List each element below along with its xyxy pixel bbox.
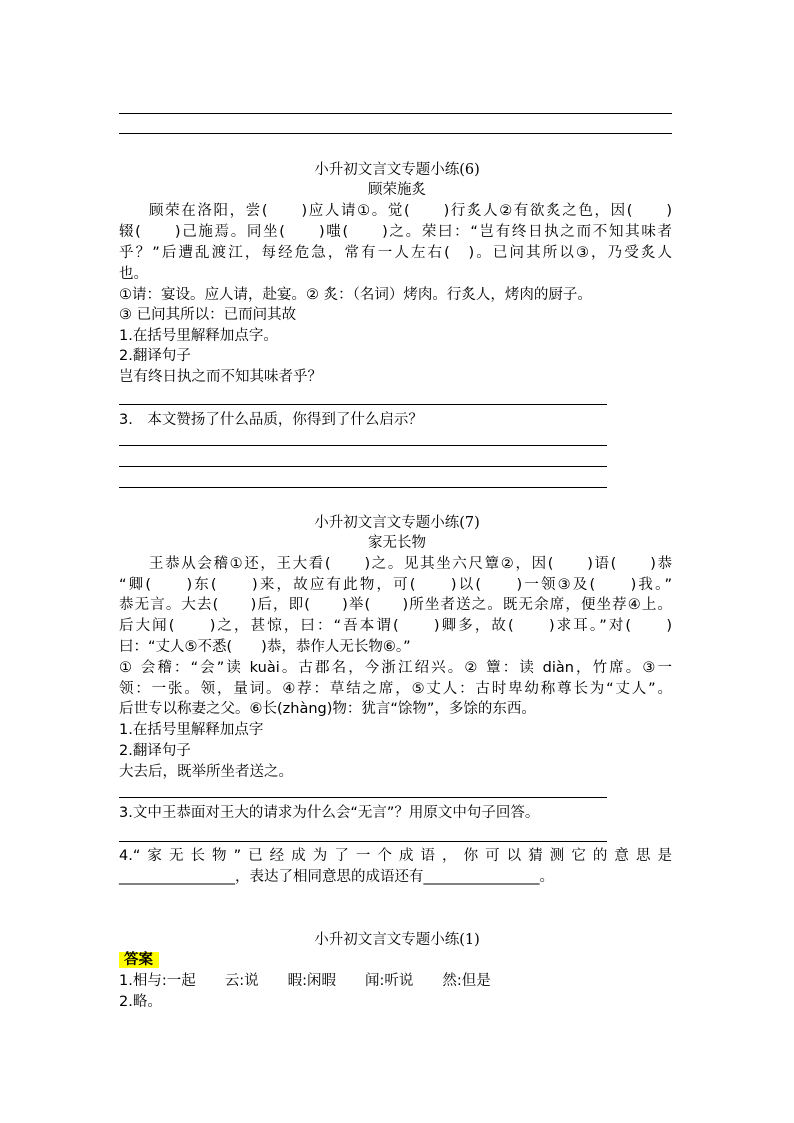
answer-line[interactable] [119,445,607,446]
question-sentence: 大去后，既举所坐者送之。 [119,764,293,780]
question: 2.翻译句子 [119,743,191,759]
answer-line[interactable] [119,797,607,798]
passage-line: 顾荣在洛阳，尝( )应人请①。觉( )行炙人②有欲炙之色，因( ) [149,203,672,219]
question: 2.翻译句子 [119,348,191,364]
answer-line-text: 1.相与:一起 云:说 暇:闲暇 闻:听说 然:但是 [119,973,491,989]
answer-line [119,133,672,134]
question: 1.在括号里解释加点字 [119,722,264,738]
answer-line-text: 2.略。 [119,994,162,1010]
section-title: 小升初文言文专题小练(7) [314,515,480,531]
answers-badge-line [119,950,159,970]
note-line: ③ 已问其所以：已而问其故 [119,307,297,323]
question: ________________，表达了相同意思的成语还有________________。 [119,869,554,885]
answer-badge: 答案 [119,952,159,968]
answer-line[interactable] [119,841,607,842]
note-line: 领：一张。领，量词。④荐：草结之席，⑤丈人：古时卑幼称尊长为“丈人”。 [119,681,672,697]
answer-line[interactable] [119,487,607,488]
section-title: 小升初文言文专题小练(6) [314,162,480,178]
question: 1.在括号里解释加点字。 [119,328,278,344]
question-sentence: 岂有终日执之而不知其味者乎？ [119,369,322,385]
question: 4.“家无长物”已经成为了一个成语，你可以猜测它的意思是 [119,848,672,864]
section-subtitle: 顾荣施炙 [368,182,426,198]
passage-line: 曰：“丈人⑤不悉( )恭，恭作人无长物⑥。” [119,639,411,655]
answer-line[interactable] [119,466,607,467]
passage-line: “卿( )东( )来，故应有此物，可( )以( )一领③及( )我。” [119,577,672,593]
passage-line: 乎？”后遭乱渡江，每经危急，常有一人左右( )。已问其所以③，乃受炙人 [119,245,672,261]
answer-line[interactable] [119,404,607,405]
question: 3. 本文赞扬了什么品质，你得到了什么启示？ [119,412,423,428]
passage-line: 也。 [119,266,148,282]
question: 3.文中王恭面对王大的请求为什么会“无言”？用原文中句子回答。 [119,805,540,821]
note-line: ①请：宴设。应人请，赴宴。② 炙：（名词）烤肉。行炙人，烤肉的厨子。 [119,287,592,303]
passage-line: 恭无言。大去( )后，即( )举( )所坐者送之。既无余席，便坐荐④上。 [119,597,672,613]
passage-line: 辍( )己施焉。同坐( )嗤( )之。荣曰：“岂有终日执之而不知其味者 [119,224,672,240]
answer-line [119,113,672,114]
note-line: 后世专以称妻之父。⑥长(zhàng)物：犹言“馀物”，多馀的东西。 [119,701,536,717]
passage-line: 王恭从会稽①还，王大看( )之。见其坐六尺簟②，因( )语( )恭 [149,556,672,572]
answers-title: 小升初文言文专题小练(1) [314,932,480,948]
section-subtitle: 家无长物 [368,535,426,551]
note-line: ① 会稽：“会”读 kuài。古郡名，今浙江绍兴。② 簟：读 diàn，竹席。③一 [119,660,672,676]
passage-line: 后大闻( )之，甚惊，曰：“吾本谓( )卿多，故( )求耳。”对( ) [119,618,672,634]
